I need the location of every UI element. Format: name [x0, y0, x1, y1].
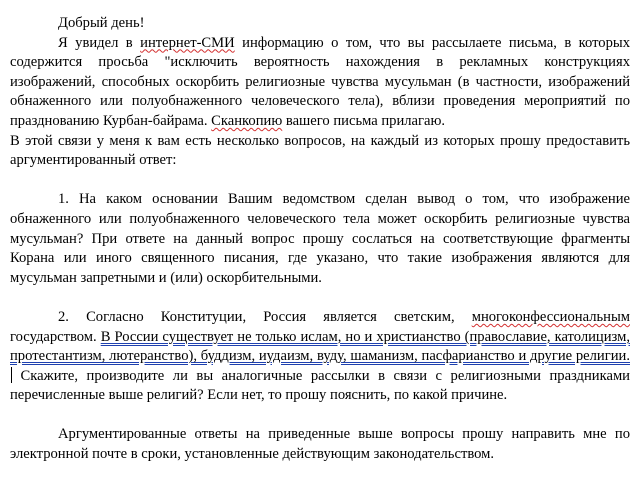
blank-line	[10, 288, 630, 308]
blank-line	[10, 171, 630, 191]
p1-text-c: информацию о том, что вы рассылаете письма, в которых содержится просьба "исключить вероятность нахождения в рекламных конструкциях изображений, способных оскорбить религиозные чувства мусульман (в частности, изображений обнаженного или полуобнаженного человеческого тела), вблизи проведения мероприятий по празднованию Курбан-байрама.	[10, 34, 630, 129]
blank-line	[10, 406, 630, 426]
grammar-flag-religions-sentence: В России существует не только ислам, но и христианство (православие, католицизм, протестантизм, лютеранство), буддизм, иудаизм, вуду, шаманизм, пасфарианство и другие религии.	[10, 328, 630, 365]
spellcheck-word-skankopiyu: Сканкопию	[211, 112, 283, 129]
paragraph-info	[10, 34, 630, 132]
q2-text-e: Скажите, производите ли вы аналогичные рассылки в связи с религиозными праздниками перечисленные выше религий? Если нет, то прошу пояснить, по какой причине.	[10, 367, 630, 404]
q2-text-a: 2. Согласно Конституции, Россия является светским,	[58, 308, 472, 325]
paragraph-closing: Аргументированные ответы на приведенные выше вопросы прошу направить мне по электронной почте в сроки, установленные действующим законодательством.	[10, 426, 630, 463]
q2-text-c: государством.	[10, 328, 101, 345]
paragraph-intro: В этой связи у меня к вам есть несколько вопросов, на каждый из которых прошу предоставить аргументированный ответ:	[10, 132, 630, 169]
spellcheck-word-internet-smi: интернет-СМИ	[140, 34, 235, 51]
question-1: 1. На каком основании Вашим ведомством сделан вывод о том, что изображение обнаженного или полуобнаженного человеческого тела может оскорбить религиозные чувства мусульман? При ответе на данный вопрос прошу сослаться на соответствующие фрагменты Корана или иного священного писания, где указано, что такие изображения являются для мусульман запретными и (или) оскорбительными.	[10, 191, 630, 286]
p1-text-e: вашего письма прилагаю.	[282, 112, 446, 129]
question-2	[10, 308, 630, 406]
greeting: Добрый день!	[58, 15, 145, 31]
p1-text-a: Я увидел в	[58, 34, 141, 51]
spellcheck-word-mnogokonfessionalnym: многоконфессиональным	[471, 308, 630, 325]
